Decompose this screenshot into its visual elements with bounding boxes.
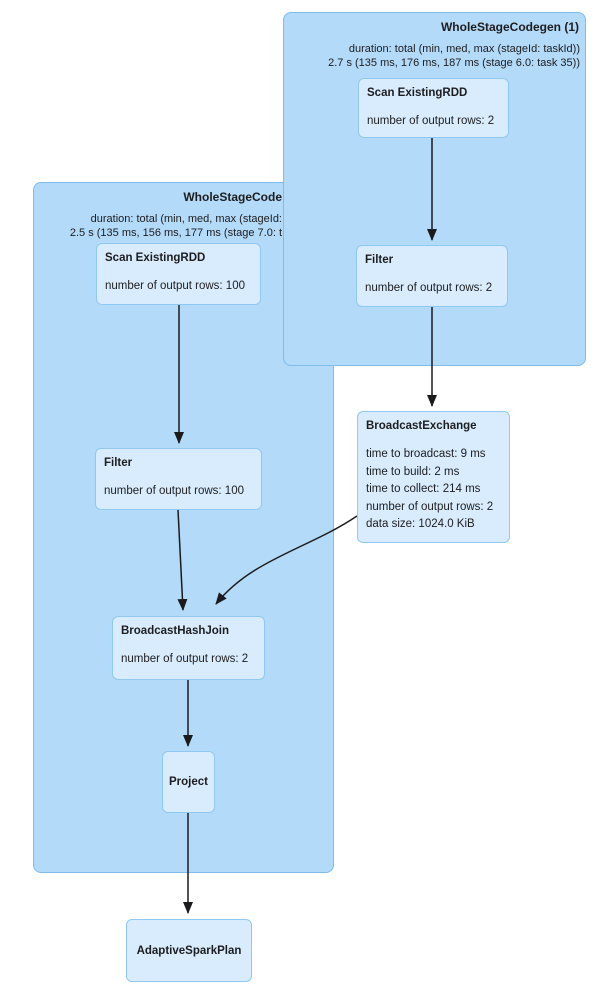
cluster-wholestagecodegen-1 bbox=[283, 12, 586, 366]
node-metrics bbox=[367, 113, 501, 131]
duration-label: duration: total (min, med, max (stageId: taskId)) bbox=[348, 43, 580, 55]
node-title: Project bbox=[169, 776, 208, 788]
node-broadcastexchange[interactable] bbox=[357, 411, 510, 543]
node-metrics bbox=[105, 278, 253, 296]
node-metrics bbox=[366, 446, 502, 534]
cluster-duration bbox=[52, 213, 282, 240]
node-title: BroadcastExchange bbox=[366, 420, 477, 432]
node-filter-1[interactable] bbox=[356, 245, 508, 307]
metric-output-rows: number of output rows: 2 bbox=[365, 282, 493, 294]
node-metrics bbox=[365, 280, 500, 298]
metric-output-rows: number of output rows: 100 bbox=[105, 280, 245, 292]
node-title: AdaptiveSparkPlan bbox=[136, 944, 242, 957]
duration-value: 2.5 s (135 ms, 156 ms, 177 ms (stage 7.0: t bbox=[69, 226, 282, 239]
node-project[interactable] bbox=[162, 751, 215, 813]
duration-label: duration: total (min, med, max (stageId: bbox=[90, 213, 282, 225]
metric-time-collect: time to collect: 214 ms bbox=[366, 483, 481, 495]
cluster-title: WholeStageCodegen (1) bbox=[440, 20, 579, 34]
node-title: BroadcastHashJoin bbox=[121, 625, 230, 637]
metric-output-rows: number of output rows: 2 bbox=[121, 653, 249, 665]
node-title: Filter bbox=[365, 254, 394, 266]
duration-value: 2.7 s (135 ms, 176 ms, 187 ms (stage 6.0: task 35)) bbox=[328, 56, 580, 69]
metric-time-broadcast: time to broadcast: 9 ms bbox=[366, 448, 486, 460]
cluster-duration bbox=[320, 43, 580, 70]
node-scan-existingrdd-2[interactable] bbox=[96, 243, 261, 305]
node-adaptivesparkplan[interactable] bbox=[126, 919, 252, 982]
metric-output-rows: number of output rows: 2 bbox=[367, 115, 495, 127]
metric-output-rows: number of output rows: 100 bbox=[104, 485, 244, 497]
node-title: Scan ExistingRDD bbox=[367, 87, 468, 99]
node-metrics bbox=[104, 483, 254, 501]
metric-data-size: data size: 1024.0 KiB bbox=[366, 518, 475, 530]
node-title: Filter bbox=[104, 457, 133, 469]
metric-time-build: time to build: 2 ms bbox=[366, 465, 460, 478]
cluster-title: WholeStageCode bbox=[183, 190, 282, 204]
metric-output-rows: number of output rows: 2 bbox=[366, 500, 494, 513]
node-metrics bbox=[121, 651, 257, 669]
node-broadcasthashjoin[interactable] bbox=[112, 616, 265, 680]
node-filter-2[interactable] bbox=[95, 448, 262, 510]
node-title: Scan ExistingRDD bbox=[105, 252, 206, 264]
node-scan-existingrdd-1[interactable] bbox=[358, 78, 509, 138]
